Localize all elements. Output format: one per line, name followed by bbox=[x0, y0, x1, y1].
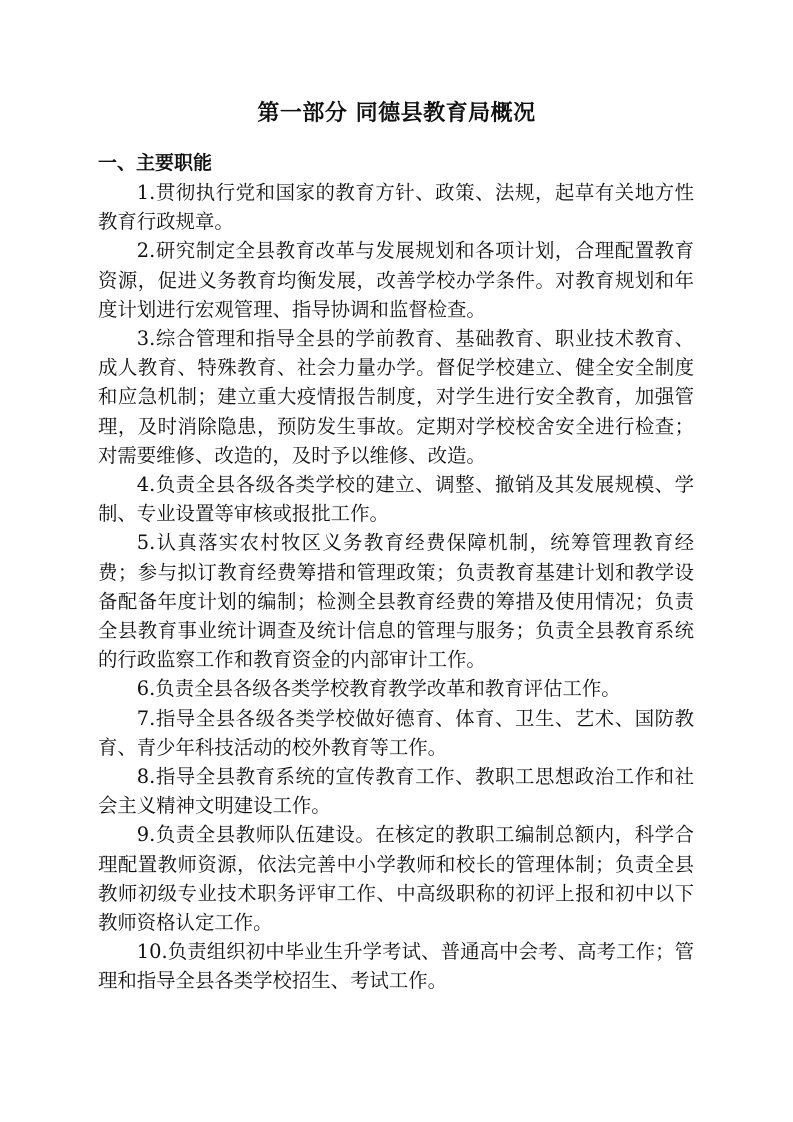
paragraph-item-3: 3.综合管理和指导全县的学前教育、基础教育、职业技术教育、成人教育、特殊教育、社会力量办学。督促学校建立、健全安全制度和应急机制；建立重大疫情报告制度，对学生进行安全教育，加强管理，及时消除隐患，预防发生事故。定期对学校校舍安全进行检查；对需要维修、改造的，及时予以维修、改造。 bbox=[98, 327, 694, 467]
paragraph-item-6: 6.负责全县各级各类学校教育教学改革和教育评估工作。 bbox=[136, 677, 621, 701]
paragraph-item-4: 4.负责全县各级各类学校的建立、调整、撤销及其发展规模、学制、专业设置等审核或报批工作。 bbox=[98, 473, 694, 526]
paragraph-item-8: 8.指导全县教育系统的宣传教育工作、教职工思想政治工作和社会主义精神文明建设工作。 bbox=[98, 765, 694, 818]
document-body bbox=[98, 178, 694, 996]
section-heading: 一、主要职能 bbox=[98, 152, 213, 174]
paragraph-item-2: 2.研究制定全县教育改革与发展规划和各项计划，合理配置教育资源，促进义务教育均衡发展，改善学校办学条件。对教育规划和年度计划进行宏观管理、指导协调和监督检查。 bbox=[98, 239, 694, 321]
paragraph-item-1: 1.贯彻执行党和国家的教育方针、政策、法规，起草有关地方性教育行政规章。 bbox=[98, 181, 694, 234]
paragraph-item-10: 10.负责组织初中毕业生升学考试、普通高中会考、高考工作；管理和指导全县各类学校招生、考试工作。 bbox=[98, 940, 694, 993]
paragraph-item-5: 5.认真落实农村牧区义务教育经费保障机制，统筹管理教育经费；参与拟订教育经费筹措和管理政策；负责教育基建计划和教学设备配备年度计划的编制；检测全县教育经费的筹措及使用情况；负责全县教育事业统计调查及统计信息的管理与服务；负责全县教育系统的行政监察工作和教育资金的内部审计工作。 bbox=[98, 531, 694, 672]
paragraph-item-7: 7.指导全县各级各类学校做好德育、体育、卫生、艺术、国防教育、青少年科技活动的校外教育等工作。 bbox=[98, 706, 694, 759]
paragraph-item-9: 9.负责全县教师队伍建设。在核定的教职工编制总额内，科学合理配置教师资源，依法完善中小学教师和校长的管理体制；负责全县教师初级专业技术职务评审工作、中高级职称的初评上报和初中以下教师资格认定工作。 bbox=[98, 823, 694, 935]
page-title: 第一部分 同德县教育局概况 bbox=[257, 101, 536, 126]
